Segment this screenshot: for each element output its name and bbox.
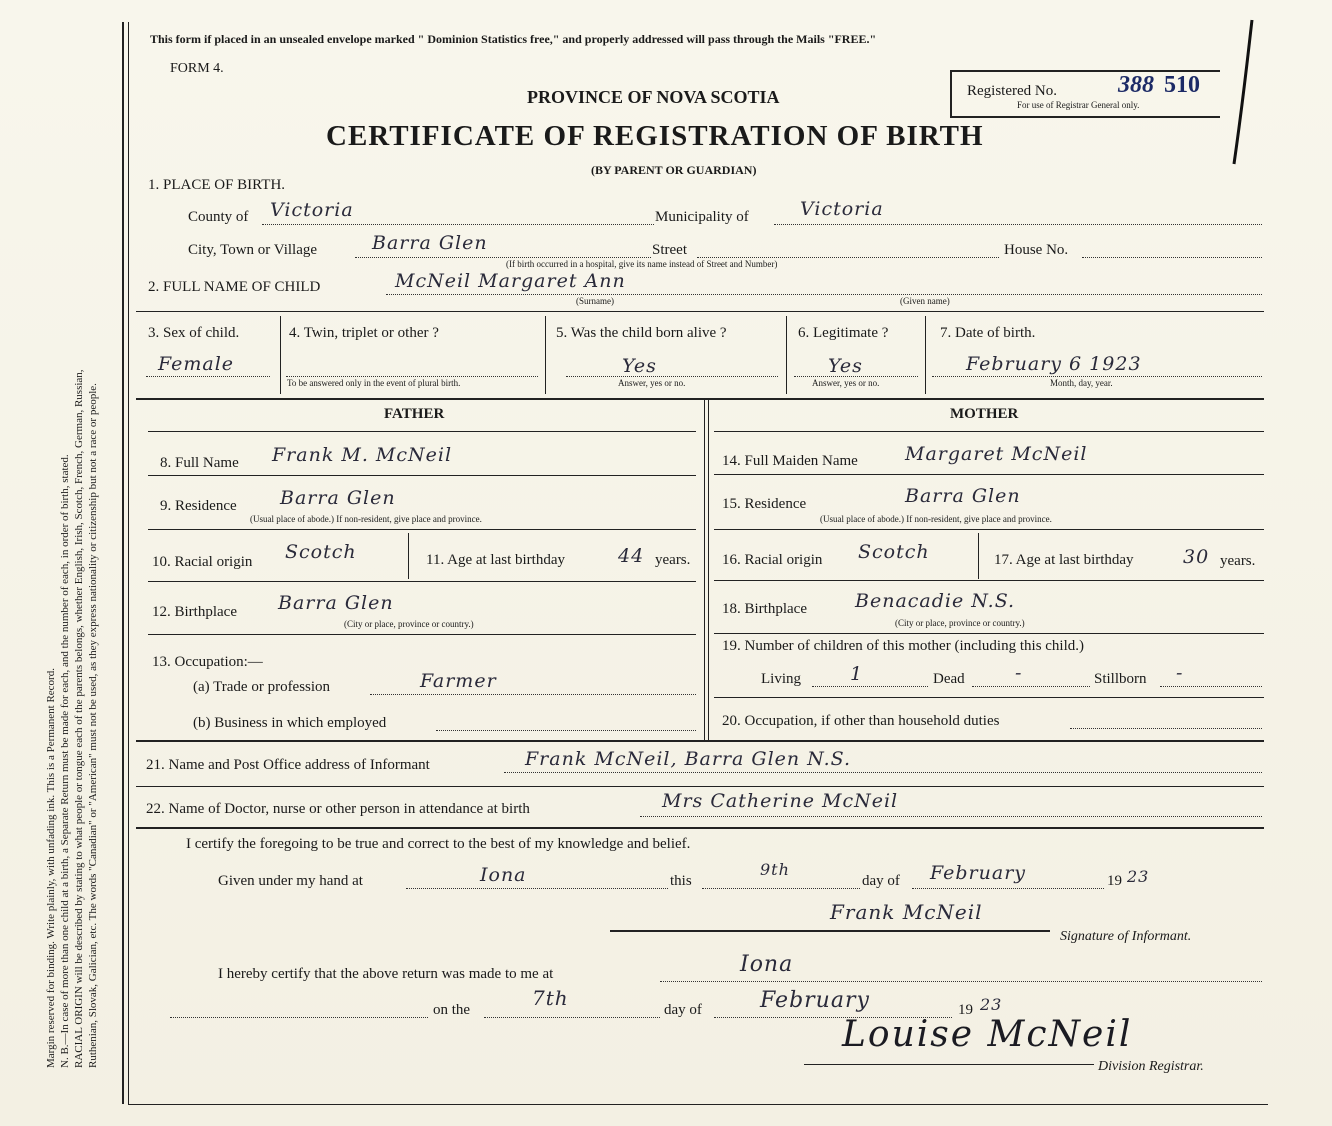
father-business-label: (b) Business in which employed <box>193 715 387 731</box>
mother-race-value: Scotch <box>858 541 930 563</box>
certificate-title: CERTIFICATE OF REGISTRATION OF BIRTH <box>326 120 984 152</box>
margin-line-3: RACIAL ORIGIN will be described by stating to what people or tongue each of the parents belongs, whether English, Irish, Scotch, French, German, Russian, <box>73 369 85 1068</box>
father-years: years. <box>655 552 691 568</box>
city-value: Barra Glen <box>372 232 488 254</box>
children-count-label: 19. Number of children of this mother (including this child.) <box>722 638 1085 654</box>
registrar-use-note: For use of Registrar General only. <box>1017 100 1140 110</box>
stillborn-label: Stillborn <box>1094 671 1147 687</box>
mother-name-value: Margaret McNeil <box>905 443 1088 465</box>
day-of-label: day of <box>862 873 900 889</box>
house-line <box>1082 257 1262 258</box>
sex-label: 3. Sex of child. <box>148 325 240 341</box>
child-name-value: McNeil Margaret Ann <box>395 270 626 292</box>
return-day-of-label: day of <box>664 1002 702 1018</box>
mother-residence-label: 15. Residence <box>722 496 807 512</box>
father-birthplace-value: Barra Glen <box>278 592 394 614</box>
informant-value: Frank McNeil, Barra Glen N.S. <box>525 748 852 770</box>
father-birthplace-label: 12. Birthplace <box>152 604 237 620</box>
father-race-value: Scotch <box>285 541 357 563</box>
county-line <box>262 224 654 225</box>
father-race-label: 10. Racial origin <box>152 554 253 570</box>
father-residence-label: 9. Residence <box>160 498 237 514</box>
mother-age-label: 17. Age at last birthday <box>994 552 1134 568</box>
legitimate-label: 6. Legitimate ? <box>798 325 889 341</box>
child-name-line <box>386 294 1262 295</box>
on-the-label: on the <box>433 1002 471 1018</box>
living-label: Living <box>761 671 801 687</box>
father-occupation-label: 13. Occupation:— <box>152 654 263 670</box>
father-heading: FATHER <box>384 406 445 422</box>
given-month-value: February <box>930 862 1027 884</box>
twin-note: To be answered only in the event of plural birth. <box>287 378 461 388</box>
margin-line-2: N. B.—In case of more than one child at a birth, a Separate Return must be made for each, and the number of each, in order of birth, stated. <box>59 454 71 1068</box>
mail-notice: This form if placed in an unsealed envelope marked " Dominion Statistics free," and properly addressed will pass through the Mails "FREE." <box>150 32 877 46</box>
mother-residence-note: (Usual place of abode.) If non-resident, give place and province. <box>820 514 1052 524</box>
dead-label: Dead <box>933 671 965 687</box>
return-month-value: February <box>760 988 870 1013</box>
given-year-value: 23 <box>1127 867 1150 886</box>
pen-stroke <box>1222 14 1262 174</box>
alive-label: 5. Was the child born alive ? <box>556 325 727 341</box>
city-label: City, Town or Village <box>188 242 318 258</box>
father-residence-note: (Usual place of abode.) If non-resident, give place and province. <box>250 514 482 524</box>
given-place-value: Iona <box>480 864 527 886</box>
city-line <box>355 257 651 258</box>
certify-statement: I certify the foregoing to be true and correct to the best of my knowledge and belief. <box>186 836 691 852</box>
county-value: Victoria <box>270 199 354 221</box>
municipality-line <box>774 224 1262 225</box>
father-age-value: 44 <box>618 545 645 567</box>
mother-birthplace-label: 18. Birthplace <box>722 601 807 617</box>
county-label: County of <box>188 209 249 225</box>
registered-label: Registered No. <box>967 83 1057 99</box>
house-label: House No. <box>1004 242 1069 258</box>
informant-label: 21. Name and Post Office address of Informant <box>146 757 430 773</box>
municipality-value: Victoria <box>800 198 884 220</box>
street-line <box>697 257 999 258</box>
mother-name-label: 14. Full Maiden Name <box>722 453 858 469</box>
division-registrar-label: Division Registrar. <box>1098 1059 1204 1074</box>
province-heading: PROVINCE OF NOVA SCOTIA <box>527 87 780 107</box>
return-made-label: I hereby certify that the above return was made to me at <box>218 966 554 982</box>
mother-birthplace-value: Benacadie N.S. <box>855 590 1016 612</box>
sex-value: Female <box>158 353 235 375</box>
return-year-prefix: 19 <box>958 1002 973 1018</box>
alive-value: Yes <box>622 355 657 377</box>
registered-number-b: 510 <box>1164 72 1200 98</box>
father-residence-value: Barra Glen <box>280 487 396 509</box>
informant-signature: Frank McNeil <box>830 900 983 924</box>
dob-value: February 6 1923 <box>966 353 1142 375</box>
dob-note: Month, day, year. <box>1050 378 1113 388</box>
living-value: 1 <box>850 663 864 685</box>
mother-heading: MOTHER <box>950 406 1019 422</box>
given-name-note: (Given name) <box>900 296 950 306</box>
surname-note: (Surname) <box>576 296 614 306</box>
margin-notes <box>44 369 100 1068</box>
father-name-value: Frank M. McNeil <box>272 444 453 466</box>
legitimate-value: Yes <box>828 355 863 377</box>
registered-number-a: 388 <box>1118 72 1154 98</box>
dob-label: 7. Date of birth. <box>940 325 1036 341</box>
mother-age-value: 30 <box>1183 546 1210 568</box>
form-number: FORM 4. <box>170 61 224 76</box>
hospital-note: (If birth occurred in a hospital, give its name instead of Street and Number) <box>506 259 778 269</box>
return-day-value: 7th <box>532 986 569 1010</box>
mother-race-label: 16. Racial origin <box>722 552 823 568</box>
father-birthplace-note: (City or place, province or country.) <box>344 619 474 629</box>
municipality-label: Municipality of <box>655 209 749 225</box>
place-of-birth-label: 1. PLACE OF BIRTH. <box>148 177 286 193</box>
stillborn-value: - <box>1176 662 1184 684</box>
return-place-value: Iona <box>740 952 794 977</box>
this-label: this <box>670 873 692 889</box>
given-under-label: Given under my hand at <box>218 873 363 889</box>
left-border <box>122 22 124 1104</box>
given-day-value: 9th <box>760 860 790 879</box>
street-label: Street <box>652 242 687 258</box>
margin-line-1: Margin reserved for binding. Write plainly, with unfading ink. This is a Permanent Record. <box>45 668 57 1068</box>
mother-birthplace-note: (City or place, province or country.) <box>895 618 1025 628</box>
return-year-value: 23 <box>980 995 1003 1014</box>
signature-of-informant-label: Signature of Informant. <box>1060 929 1192 944</box>
mother-years: years. <box>1220 553 1256 569</box>
given-year-prefix: 19 <box>1107 873 1122 889</box>
mother-residence-value: Barra Glen <box>905 485 1021 507</box>
father-trade-label: (a) Trade or profession <box>193 679 331 695</box>
child-name-label: 2. FULL NAME OF CHILD <box>148 279 321 295</box>
certificate-subtitle: (BY PARENT OR GUARDIAN) <box>591 163 757 177</box>
dead-value: - <box>1015 662 1023 684</box>
father-age-label: 11. Age at last birthday <box>426 552 565 568</box>
mother-occupation-label: 20. Occupation, if other than household duties <box>722 713 1000 729</box>
doctor-label: 22. Name of Doctor, nurse or other person in attendance at birth <box>146 801 530 817</box>
margin-line-4: Ruthenian, Slovak, Galician, etc. The words "Canadian" or "American" must not be used, as they express nationality or citizenship but not a race or people. <box>87 383 99 1068</box>
twin-label: 4. Twin, triplet or other ? <box>289 325 439 341</box>
registrar-signature: Louise McNeil <box>842 1014 1133 1055</box>
doctor-value: Mrs Catherine McNeil <box>662 790 899 812</box>
left-border-inner <box>128 22 129 1104</box>
divider-1 <box>136 311 1264 312</box>
legitimate-note: Answer, yes or no. <box>812 378 880 388</box>
alive-note: Answer, yes or no. <box>618 378 686 388</box>
father-trade-value: Farmer <box>420 670 497 692</box>
father-name-label: 8. Full Name <box>160 455 239 471</box>
